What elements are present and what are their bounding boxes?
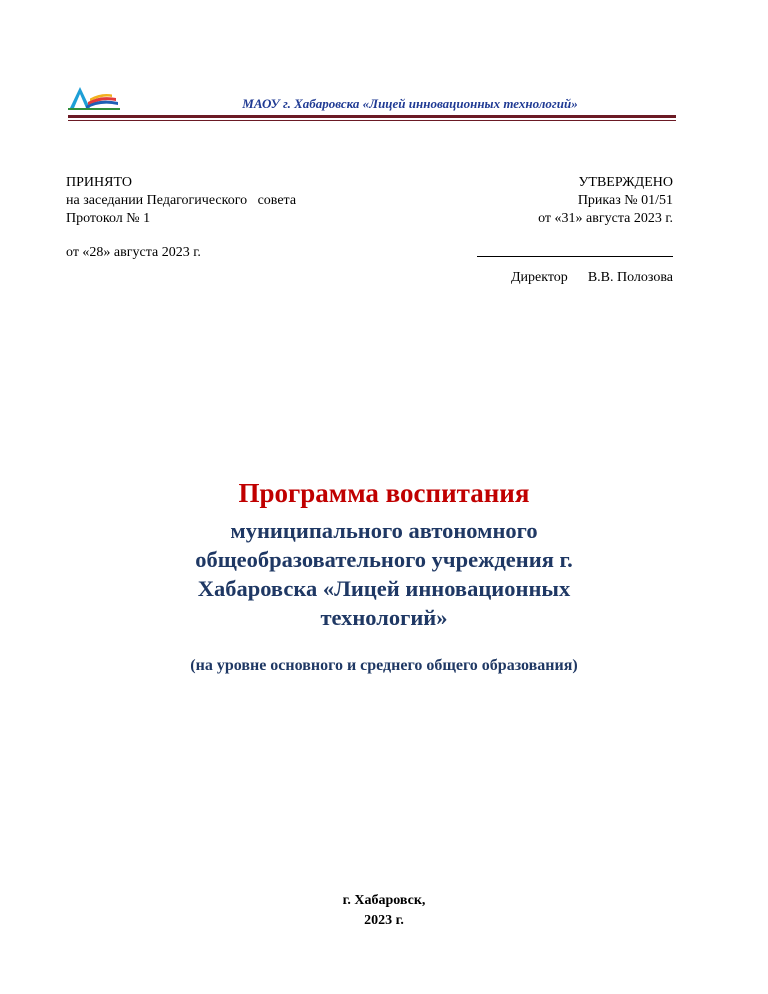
footer-year: 2023 г. <box>364 913 404 928</box>
approved-date: от «31» августа 2023 г. <box>538 211 673 226</box>
approved-block <box>373 174 673 263</box>
subtitle-line: технологий» <box>320 605 448 630</box>
header-rule-thin <box>68 120 676 121</box>
director-role: Директор <box>511 270 568 285</box>
subtitle-line: общеобразовательного учреждения г. <box>195 547 573 572</box>
book-stack-logo-icon <box>68 84 120 110</box>
director-signature <box>511 270 673 286</box>
subtitle-line: Хабаровска «Лицей инновационных <box>197 576 571 601</box>
accepted-protocol: Протокол № 1 <box>66 211 151 226</box>
document-title: Программа воспитания <box>238 478 530 508</box>
header-rule-thick <box>68 115 676 118</box>
header-org-title: МАОУ г. Хабаровска «Лицей инновационных технологий» <box>242 96 578 111</box>
director-name: В.В. Полозова <box>587 270 673 285</box>
footer <box>0 891 768 931</box>
accepted-date: от «28» августа 2023 г. <box>66 245 201 260</box>
education-level: (на уровне основного и среднего общего образования) <box>190 657 578 674</box>
accepted-title: ПРИНЯТО <box>66 175 132 190</box>
accepted-block <box>66 174 396 262</box>
approved-order: Приказ № 01/51 <box>577 193 673 208</box>
signature-line <box>477 244 673 257</box>
accepted-council: на заседании Педагогического совета <box>66 193 297 208</box>
footer-city: г. Хабаровск, <box>342 893 426 908</box>
subtitle-line: муниципального автономного <box>230 518 538 543</box>
document-subtitle <box>110 516 658 632</box>
approved-title: УТВЕРЖДЕНО <box>578 175 673 190</box>
